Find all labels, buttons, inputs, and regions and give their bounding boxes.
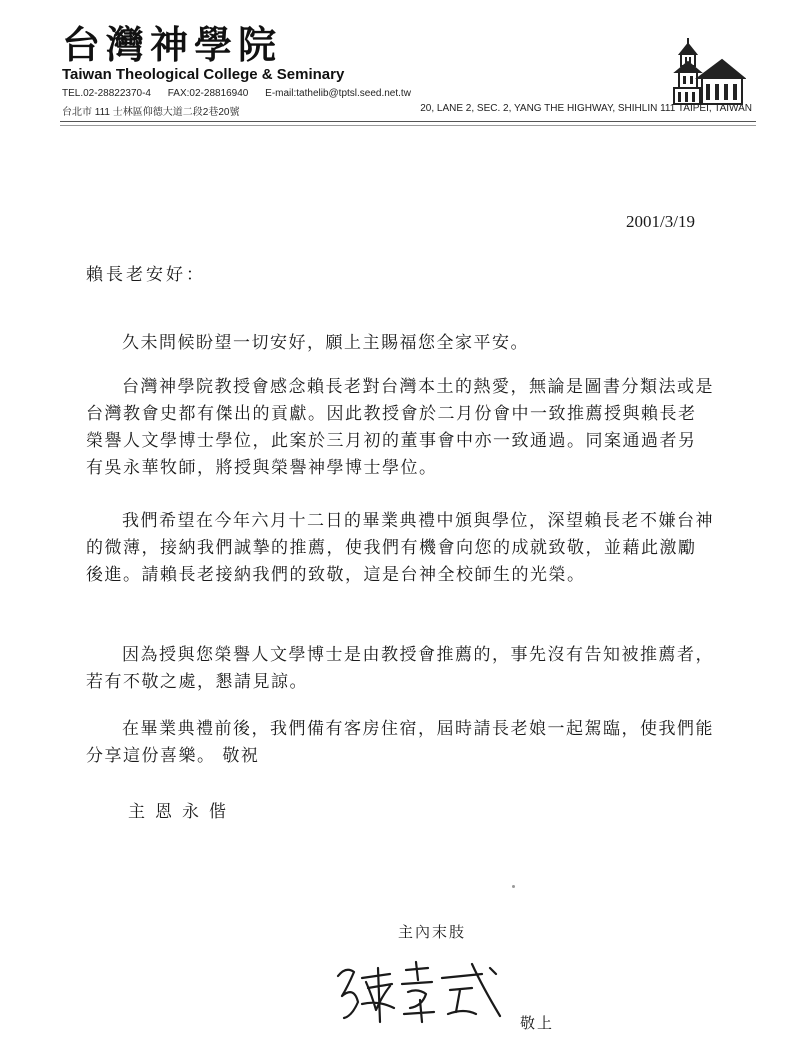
telephone: TEL.02-28822370-4 xyxy=(62,88,151,99)
institution-name-english: Taiwan Theological College & Seminary xyxy=(62,66,345,83)
closing-blessing: 主恩永偕 xyxy=(128,802,236,822)
salutation: 賴長老安好： xyxy=(86,265,206,285)
letter-date: 2001/3/19 xyxy=(626,212,695,231)
institution-name-chinese: 台灣神學院 xyxy=(62,23,283,67)
respectfully-signoff: 敬上 xyxy=(520,1014,555,1032)
handwritten-signature xyxy=(332,956,507,1028)
email: E-mail:tathelib@tptsl.seed.net.tw xyxy=(265,88,411,99)
address-english: 20, LANE 2, SEC. 2, YANG THE HIGHWAY, SHIHLIN 111 TAIPEI, TAIWAN xyxy=(420,103,752,114)
contact-line xyxy=(62,88,425,99)
address-chinese: 台北市 111 士林區仰德大道二段2巷20號 xyxy=(62,107,240,118)
church-building-icon xyxy=(666,36,746,108)
paragraph: 久未問候盼望一切安好，願上主賜福您全家平安。 xyxy=(122,333,529,353)
scan-speck xyxy=(512,885,515,888)
address-line xyxy=(62,103,752,118)
paragraph: 台灣神學院教授會感念賴長老對台灣本土的熱愛，無論是圖書分類法或是台灣教會史都有傑出的貢獻。因此教授會於二月份會中一致推薦授與賴長老榮譽人文學博士學位，此案於三月初的董事會中亦一致通過。同案通過者另有吳永華牧師，將授與榮譽神學博士學位。 xyxy=(86,377,714,478)
sender-humble-title: 主內末肢 xyxy=(398,923,467,941)
paragraph: 因為授與您榮譽人文學博士是由教授會推薦的，事先沒有告知被推薦者，若有不敬之處，懇請見諒。 xyxy=(86,645,714,692)
paragraph: 在畢業典禮前後，我們備有客房住宿，屆時請長老娘一起駕臨，使我們能分享這份喜樂。 敬祝 xyxy=(86,719,714,766)
letterhead-divider-thin xyxy=(60,125,756,126)
letterhead-divider xyxy=(60,121,756,122)
paragraph: 我們希望在今年六月十二日的畢業典禮中頒與學位，深望賴長老不嫌台神的微薄，接納我們誠摯的推薦，使我們有機會向您的成就致敬，並藉此激勵後進。請賴長老接納我們的致敬，這是台神全校師生的光榮。 xyxy=(86,511,714,585)
fax: FAX:02-28816940 xyxy=(167,88,249,99)
